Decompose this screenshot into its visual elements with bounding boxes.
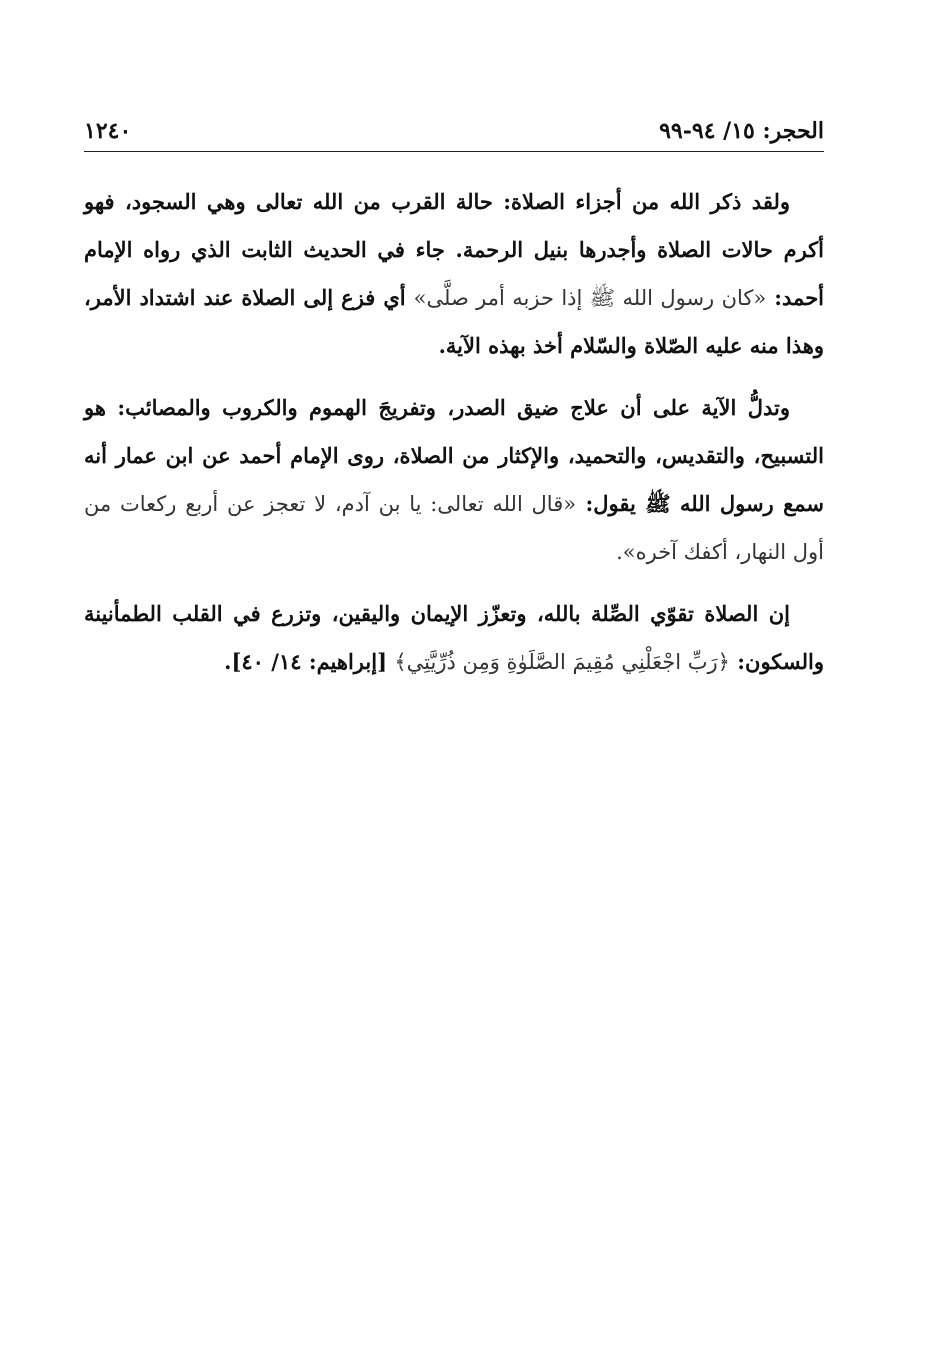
paragraph-text: وتدلُّ الآية على أن علاج ضيق الصدر، وتفريجَ الهموم والكروب والمصائب: هو التسبيح، والتقديس، والتحميد، والإكثار من الصلاة، روى الإمام أحمد عن ابن عمار أنه سمع رسول الله ﷺ يقول:: [84, 395, 824, 516]
hadith-quote: «كان رسول الله ﷺ إذا حزبه أمر صلَّى»: [413, 286, 767, 310]
page-number: ١٢٤٠: [84, 118, 132, 144]
paragraph: [84, 178, 824, 370]
verse-reference: [إبراهيم: ١٤/ ٤٠].: [224, 649, 395, 674]
paragraph-text: إن الصلاة تقوّي الصِّلة بالله، وتعزّز الإيمان واليقين، وتزرع في القلب الطمأنينة والسكون:: [84, 601, 824, 674]
hadith-quote: «قال الله تعالى: يا بن آدم، لا تعجز عن أربع ركعات من أول النهار، أكفك آخره».: [84, 492, 824, 564]
body-text: [84, 178, 824, 700]
paragraph-text: ولقد ذكر الله من أجزاء الصلاة: حالة القرب من الله تعالى وهي السجود، فهو أكرم حالات الصلاة وأجدرها بنيل الرحمة. جاء في الحديث الثابت الذي رواه الإمام أحمد:: [84, 189, 825, 310]
quran-verse: ﴿رَبِّ اجْعَلْنِي مُقِيمَ الصَّلَوٰةِ وَمِن ذُرِّيَّتِي﴾: [394, 650, 730, 674]
header-divider: [84, 151, 824, 152]
paragraph-text: أي فزع إلى الصلاة عند اشتداد الأمر، وهذا منه عليه الصّلاة والسّلام أخذ بهذه الآية.: [84, 285, 824, 358]
page-header: [84, 112, 824, 152]
running-title: الحجر: ١٥/ ٩٤-٩٩: [659, 118, 824, 144]
paragraph: [84, 384, 824, 576]
paragraph: [84, 590, 824, 686]
